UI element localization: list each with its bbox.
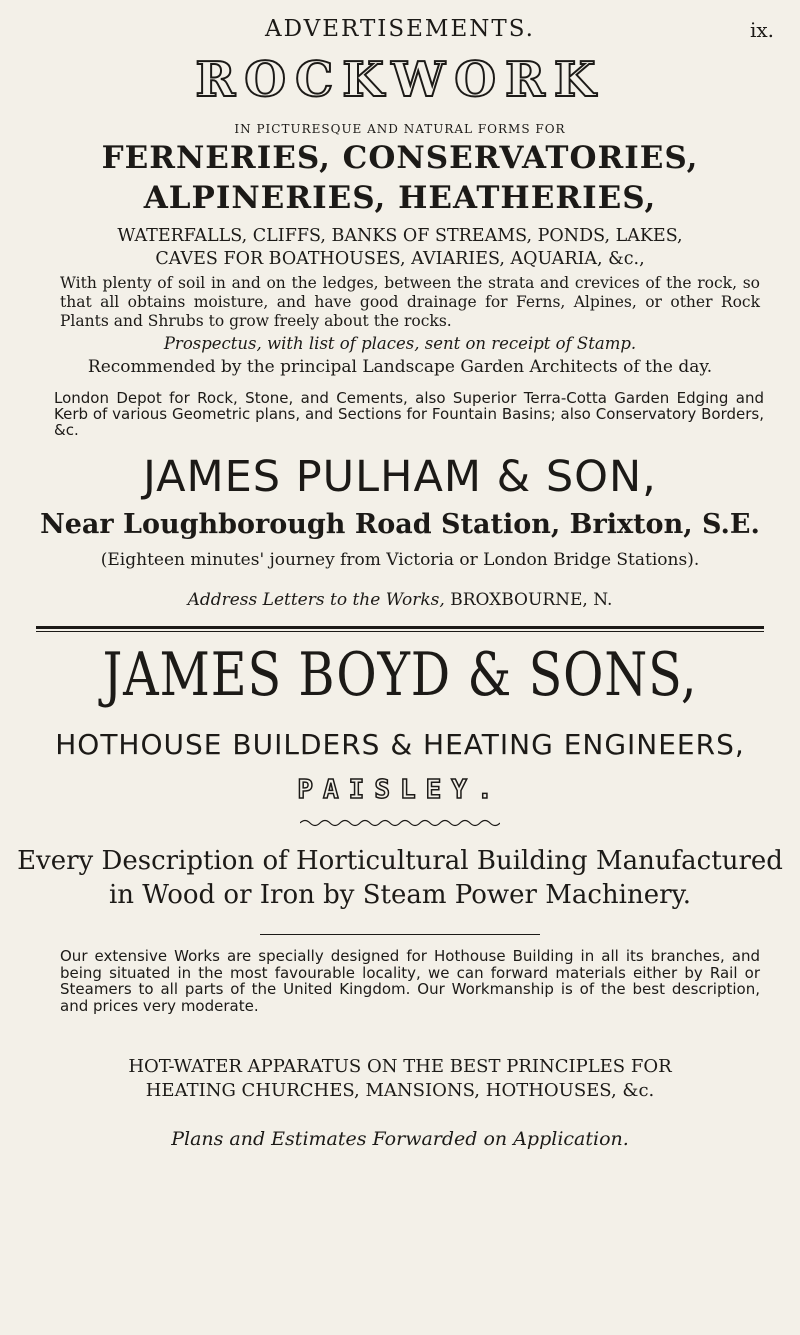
- recommended-line: Recommended by the principal Landscape Garden Architects of the day.: [87, 357, 713, 377]
- prospectus-line: Prospectus, with list of places, sent on receipt of Stamp.: [163, 334, 637, 353]
- alpineries-heading: ALPINERIES, HEATHERIES,: [143, 180, 657, 216]
- rockwork-title: ROCKWORK: [195, 52, 605, 108]
- hotwater-line1: HOT-WATER APPARATUS ON THE BEST PRINCIPLES FOR: [128, 1056, 672, 1077]
- plans-line: Plans and Estimates Forwarded on Application.: [171, 1128, 629, 1150]
- page-number: ix.: [750, 18, 775, 42]
- rockwork-subtitle: IN PICTURESQUE AND NATURAL FORMS FOR: [234, 122, 566, 136]
- hotwater-line2: HEATING CHURCHES, MANSIONS, HOTHOUSES, &c.: [145, 1080, 655, 1101]
- section-divider-thin: [36, 631, 764, 632]
- pulham-firm-name: JAMES PULHAM & SON,: [143, 452, 657, 502]
- running-header: ADVERTISEMENTS.: [265, 16, 535, 42]
- works-paragraph: Our extensive Works are specially designed for Hothouse Building in all its branches, and being situated in the most favourable locality, we can forward materials either by Rail or Steamers to all parts of the United Kingdom. Our Workmanship is of the best description, and prices very moderate.: [60, 947, 760, 1015]
- section-divider-thick: [36, 626, 764, 629]
- boyd-description-line1: Every Description of Horticultural Building Manufactured: [17, 846, 783, 876]
- boyd-description-line2: in Wood or Iron by Steam Power Machinery.: [108, 880, 692, 910]
- boyd-firm-name: JAMES BOYD & SONS,: [102, 640, 698, 710]
- ferneries-heading: FERNERIES, CONSERVATORIES,: [101, 140, 699, 176]
- boyd-trade: HOTHOUSE BUILDERS & HEATING ENGINEERS,: [55, 728, 745, 761]
- depot-paragraph: London Depot for Rock, Stone, and Cements, also Superior Terra-Cotta Garden Edging and Kerb of various Geometric plans, and Sections for Fountain Basins; also Conservatory Borders, &c.: [54, 389, 764, 439]
- pulham-location: Near Loughborough Road Station, Brixton, S.E.: [40, 509, 760, 540]
- address-place: BROXBOURNE, N.: [450, 590, 613, 610]
- wave-ornament: [300, 818, 500, 828]
- boyd-town: PAISLEY.: [297, 775, 503, 805]
- address-line: [0, 590, 800, 610]
- caves-line: CAVES FOR BOATHOUSES, AVIARIES, AQUARIA, &c.,: [155, 249, 645, 269]
- journey-note: (Eighteen minutes' journey from Victoria or London Bridge Stations).: [100, 550, 700, 570]
- short-divider: [260, 934, 540, 935]
- address-label: Address Letters to the Works,: [187, 590, 445, 610]
- waterfalls-line: WATERFALLS, CLIFFS, BANKS OF STREAMS, PONDS, LAKES,: [117, 226, 683, 246]
- soil-paragraph: With plenty of soil in and on the ledges, between the strata and crevices of the rock, so that all obtains moisture, and have good drainage for Ferns, Alpines, or other Rock Plants and Shrubs to grow freely about the rocks.: [60, 274, 760, 330]
